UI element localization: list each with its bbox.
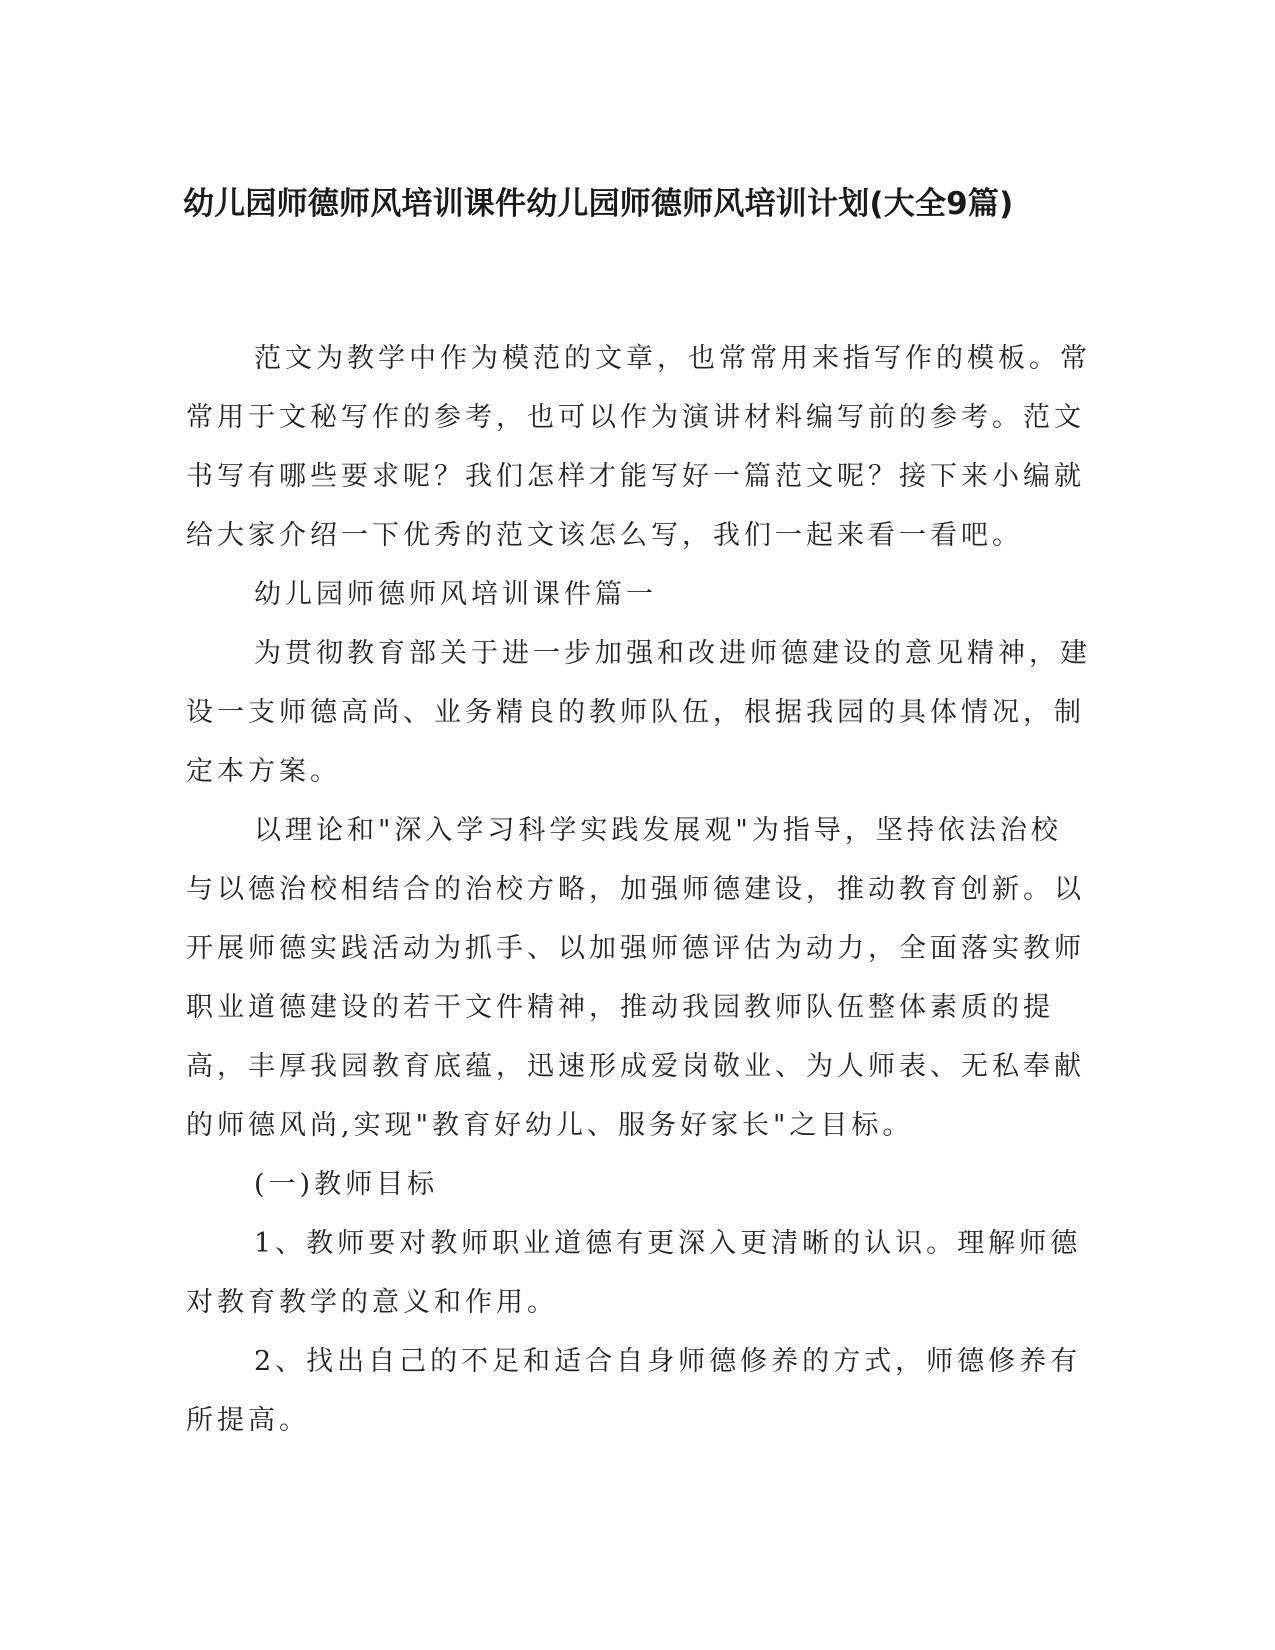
- intro-paragraph: 范文为教学中作为模范的文章，也常常用来指写作的模板。常常用于文秘写作的参考，也可以作为演讲材料编写前的参考。范文书写有哪些要求呢？我们怎样才能写好一篇范文呢？接下来小编就给大家介绍一下优秀的范文该怎么写，我们一起来看一看吧。: [186, 343, 1091, 551]
- section-heading: 幼儿园师德师风培训课件篇一: [254, 579, 657, 610]
- list-item: 2、找出自己的不足和适合自身师德修养的方式，师德修养有所提高。: [186, 1346, 1082, 1436]
- guiding-paragraph: 以理论和"深入学习科学实践发展观"为指导，坚持依法治校与以德治校相结合的治校方略，加强师德建设，推动教育创新。以开展师德实践活动为抓手、以加强师德评估为动力，全面落实教师职业道德建设的若干文件精神，推动我园教师队伍整体素质的提高，丰厚我园教育底蕴，迅速形成爱岗敬业、为人师表、无私奉献的师德风尚,实现"教育好幼儿、服务好家长"之目标。: [186, 815, 1085, 1141]
- purpose-paragraph: 为贯彻教育部关于进一步加强和改进师德建设的意见精神，建设一支师德高尚、业务精良的教师队伍，根据我园的具体情况，制定本方案。: [186, 638, 1091, 787]
- document-title: 幼儿园师德师风培训课件幼儿园师德师风培训计划(大全9篇): [183, 186, 1014, 222]
- document-body: [186, 329, 1091, 1450]
- list-item: 1、教师要对教师职业道德有更深入更清晰的认识。理解师德对教育教学的意义和作用。: [186, 1228, 1082, 1318]
- subsection-heading: (一)教师目标: [254, 1169, 439, 1200]
